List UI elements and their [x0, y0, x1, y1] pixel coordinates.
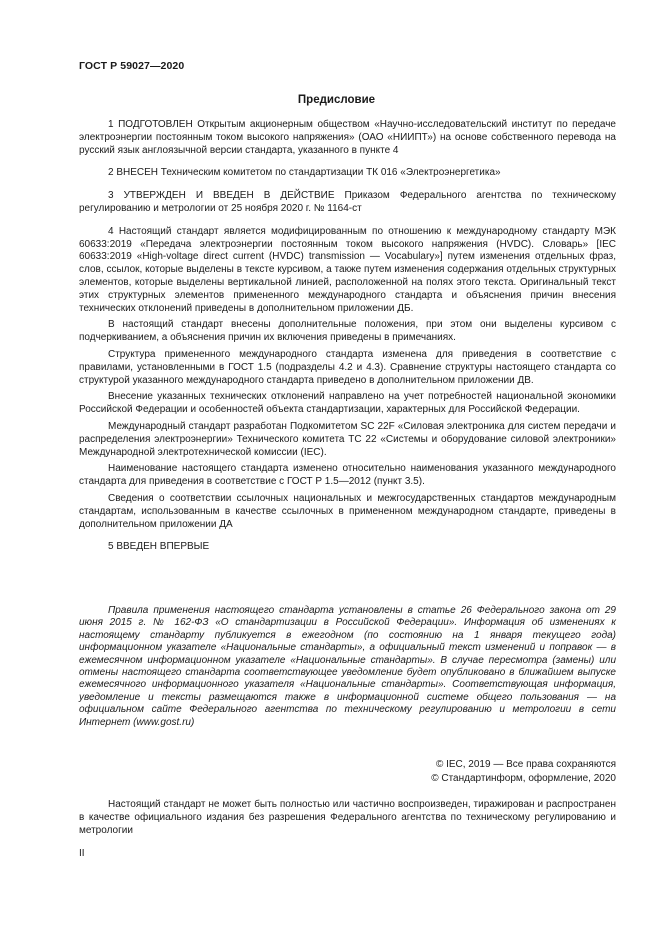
rules-notice [79, 605, 616, 729]
foreword-body [79, 119, 616, 554]
paragraph-first-introduced: 5 ВВЕДЕН ВПЕРВЫЕ [108, 541, 210, 553]
paragraph-structure: Структура примененного международного стандарта изменена для приведения в соответствие с правилами, установленными в ГОСТ 1.5 (подразделы 4.2 и 4.3). Сравнение структуры настоящего стандарта со структурой указанного международного стандарта приведено в дополнительном приложении ДВ. [79, 348, 616, 386]
copyright-standartinform: © Стандартинформ, оформление, 2020 [431, 773, 616, 784]
paragraph-deviations: Внесение указанных технических отклонений направлено на учет потребностей национальной экономики Российской Федерации и особенностей объекта стандартизации, характерных для Российской Федерации. [79, 391, 616, 416]
paragraph-prepared-by: 1 ПОДГОТОВЛЕН Открытым акционерным обществом «Научно-исследовательский институт по передаче электроэнергии постоянным током высокого напряжения» (ОАО «НИИПТ») на основе собственного перевода на русский язык англоязычной версии стандарта, указанного в пункте 4 [79, 119, 616, 156]
paragraph-additions: В настоящий стандарт внесены дополнительные положения, при этом они выделены курсивом с подчеркиванием, а объяснения причин их включения приведены в примечаниях. [79, 319, 616, 344]
page-title: Предисловие [297, 94, 376, 106]
paragraph-modification: 4 Настоящий стандарт является модифицированным по отношению к международному стандарту МЭК 60633:2019 «Передача электроэнергии постоянным током высокого напряжения (HVDC). Словарь» [IEC 60633:2019 «High-voltage direct current (HVDC) transmission — Vocabulary»] путем изменения отдельных фраз, слов, ссылок, которые выделены в тексте курсивом, а также путем изменения содержания отдельных структурных элементов, которые выделены вертикальной линией, расположенной на полях этого текста. Оригинальный текст этих структурных элементов примененного международного стандарта и объяснения причин внесения технических отклонений приведены в дополнительном приложении ДБ. [79, 225, 616, 314]
reproduction-notice-text: Настоящий стандарт не может быть полностью или частично воспроизведен, тиражирован и распространен в качестве официального издания без разрешения Федерального агентства по техническому регулированию и метрологии [79, 799, 616, 836]
reproduction-notice [79, 799, 616, 837]
paragraph-name-changed: Наименование настоящего стандарта изменено относительно наименования указанного международного стандарта для приведения в соответствие с ГОСТ Р 1.5—2012 (пункт 3.5). [79, 463, 616, 488]
copyright-iec: © IEC, 2019 — Все права сохраняются [435, 759, 616, 770]
paragraph-submitted-by: 2 ВНЕСЕН Техническим комитетом по стандартизации ТК 016 «Электроэнергетика» [108, 167, 501, 179]
rules-notice-text: Правила применения настоящего стандарта установлены в статье 26 Федерального закона от 29 июня 2015 г. № 162-ФЗ «О стандартизации в Российской Федерации». Информация об изменениях к настоящему стандарту публикуется в ежегодном (по состоянию на 1 января текущего года) информационном указателе «Национальные стандарты», а официальный текст изменений и поправок — в ежемесячном информационном указателе «Национальные стандарты». В случае пересмотра (замены) или отмены настоящего стандарта соответствующее уведомление будет опубликовано в ближайшем выпуске ежемесячного информационного указателя «Национальные стандарты». Соответствующая информация, уведомление и тексты размещаются также в информационной системе общего пользования — на официальном сайте Федерального агентства по техническому регулированию и метрологии в сети Интернет (www.gost.ru) [79, 605, 616, 728]
document-header-id: ГОСТ Р 59027—2020 [79, 60, 185, 72]
paragraph-developed-by: Международный стандарт разработан Подкомитетом SC 22F «Силовая электроника для систем передачи и распределения электроэнергии» Технического комитета ТС 22 «Системы и оборудование силовой электроники» Международной электротехнической комиссии (IEC). [79, 420, 616, 458]
page-number: II [79, 848, 85, 859]
copyright-block [431, 758, 616, 786]
paragraph-approved: 3 УТВЕРЖДЕН И ВВЕДЕН В ДЕЙСТВИЕ Приказом Федерального агентства по техническому регулированию и метрологии от 25 ноября 2020 г. № 1164-ст [79, 190, 616, 214]
paragraph-references: Сведения о соответствии ссылочных национальных и межгосударственных стандартов международным стандартам, использованным в качестве ссылочных в примененном международном стандарте, приведены в дополнительном приложении ДА [79, 492, 616, 530]
